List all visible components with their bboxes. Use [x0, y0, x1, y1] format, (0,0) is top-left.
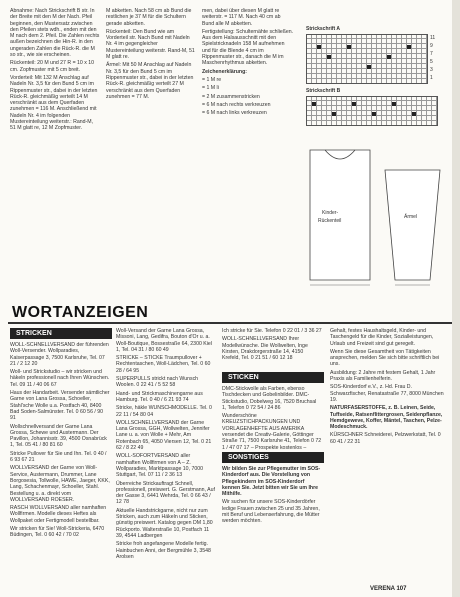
classified-ad: WOLLVERSAND der Garne von Woll-Service, Austermann, Drummer, Lane Borgosesia, Tollwolle, HAWE, Jaeger, KKK, Lang, Schachenmayr, Schoeller, Stahl. Bestellung u. a. direkt vom WOLLVERSAND ROESER.	[10, 465, 110, 503]
chart-cell	[412, 112, 416, 116]
classified-ad: Wir stricken für Sie! Woll-Strickeria, 6470 Büdingen, Tel. 0 60 42 / 70 02	[10, 526, 105, 539]
ads-column-3-bottom	[222, 466, 322, 584]
classified-ad: SUPERPULLS strickt nach Wunsch Woolen. 0 22 41 / 5 52 58	[116, 376, 199, 389]
sleeve-piece-outline	[385, 170, 440, 280]
row-number: 1	[430, 75, 433, 81]
chart-a-row-numbers	[430, 34, 444, 84]
chart-cell	[367, 65, 371, 69]
classified-ad: Wenn Sie diese Gesamtheit von Tätigkeiten ansprechen, melden Sie sich bitte schriftlich bei uns.	[330, 348, 440, 368]
legend-title: Zeichenerklärung:	[202, 68, 247, 75]
classified-ad: Haus der Handarbeit. Versender sämtlicher Garne von Lana Grossa, Schoeller, Stahl'sche Wolle u.a. Postfach 40, 8400 Bad Soden-Salmünster. Tel. 0 60 56 / 90 91	[10, 390, 110, 422]
ads-column-1	[10, 342, 110, 582]
instructions-paragraph: Abnahme: Nach Strickschrift B str. In der Breite mit den M der Nach. Pfeil beginnen, den Mustersatz zwischen den Pfeilen stets wdh., enden mit den M nach dem 2. Pfeil. Die Zahlen rechts außen bezeichnen die Hin-R. in den ungeraden Zahlen die Rück-R. die M so str., wie sie erscheinen.	[10, 8, 100, 59]
row-number: 11	[430, 35, 436, 41]
classified-ad: RASCH WOLLVERSAND aller namhaften Wollfirmen. Modelle dieses Heftes als Wollpaket oder Fertigmodell bestellbar.	[10, 505, 107, 524]
page-edge-strip	[452, 0, 460, 597]
classified-ad: DMC-Stickwolle als Farben, ebenso Tischdecken und Gobelinbilder. DMC-Stickstudio, Dobelweg 16, 7520 Bruchsal 1, Telefon 0 72 54 / 24 86	[222, 386, 317, 411]
ads-column-3-mid	[222, 386, 322, 450]
instructions-paragraph: Vorderteil: Mit 132 M Anschlag auf Nadeln Nr. 3,5 für den Bund 5 cm im Rippenmuster str., dabei in der letzten Rück-R. gleichmäßig verteilt 14 M verschränkt aus dem Querfaden zunehmen = 116 M. Anschließend mit Nadeln Nr. 4 im folgenden Mustereinteilung weiterstr.: Rand-M, 51 M glatt re, 12 M Zopfmuster.	[10, 74, 98, 132]
section-bar-sonstiges: SONSTIGES	[222, 452, 324, 463]
row-number: 5	[430, 59, 433, 65]
classified-ad: WOLL-SOFORTVERSAND aller namhaften Wollfirmen von A – Z. Wollparadies, Marktpassage 10, 7000 Stuttgart, Tel. 07 11 / 2 36 13	[116, 453, 203, 479]
classified-ad: SOS-Kinderdorf e.V., z. Hd. Frau D. Schwarzfischer, Renatastraße 77, 8000 München 19.	[330, 384, 444, 403]
chart-b-label: Strickschrift B	[306, 88, 341, 94]
diagram-label-rueckenteil: Rückenteil	[318, 218, 342, 224]
chart-cell	[392, 102, 396, 106]
instructions-paragraph: Fertigstellung: Schulternähte schließen. Aus dem Halsausschnitt mit den Spielstricknadeln 158 M aufnehmen und für die Blende 4 cm im Rippenmuster str., danach die M im Maschenrhythmus abketten.	[202, 28, 294, 67]
instructions-paragraph: Ärmel: Mit 50 M Anschlag auf Nadeln Nr. 3,5 für den Bund 5 cm im Rippenmuster str., dabei in der letzten Rück-R. gleichmäßig verteilt 27 M verschränkt aus dem Querfaden zunehmen = 77 M.	[106, 62, 194, 100]
instructions-paragraph: Rückenteil: Den Bund wie am Vorderteil str. Nach Bund mit Nadeln Nr. 4 im gegengleicher Mustereinteilung weiterstr. Rand-M, 51 M glatt re.	[106, 28, 195, 61]
legend-item: = 6 M nach rechts verkreuzen	[202, 101, 271, 108]
ads-column-2	[116, 328, 216, 584]
classified-ad: Wir bilden Sie zur Pflegemutter im SOS-Kinderdorf aus. Die Vorstellung von Pflegekindern im SOS-Kinderdorf kennen Sie. Jetzt bitten wir Sie um Ihre Mithilfe.	[222, 466, 321, 498]
instructions-paragraph: Rückenteil: 20 M und 27 R = 10 x 10 cm. Zopfmuster mit 5 cm breit.	[10, 60, 95, 73]
ads-column-4	[330, 328, 444, 582]
classified-ad: Gehalt, festes Haushaltsgeld, Kinder- und Taschengeld für die Kinder, Sozialleistungen, Urlaub und Freizeit sind gut geregelt.	[330, 328, 434, 347]
knitting-chart-a	[306, 34, 428, 84]
classified-ad: Ausbildung: 2 Jahre mit festem Gehalt, 1 Jahr Praxis als Familienhelferin.	[330, 369, 436, 383]
chart-cell	[347, 45, 351, 49]
classified-ad: STRICKE – STICKE Traumpullover + Rechtentaschen, Woll-Lädchen, Tel. 0 60 28 / 64 95	[116, 355, 211, 374]
chart-cell	[332, 112, 336, 116]
chart-cell	[372, 112, 376, 116]
chart-cell	[387, 55, 391, 59]
body-piece-outline	[310, 150, 370, 280]
classified-ad: Wir suchen für unsere SOS-Kinderdörfer ledige Frauen zwischen 25 und 35 Jahren, mit Beruf und Lebenserfahrung, die Mütter werden möchten.	[222, 499, 320, 525]
classified-ad: WOLL-SCHNELLVERSAND der führenden Woll-Versender. Wollparadies, Kaiserpassage 3, 7500 Karlsruhe, Tel. 07 21 / 2 12 20	[10, 342, 109, 367]
classified-ad: WOLLSCHNELLVERSAND der Garne Lana Grossa, GGH, Wollwelten, Jennifer Lane u. a. von Wolle + Mehr, Am Rotenbach 65, 4050 Viersen 12, Tel. 0 21 62 / 8 22 49	[116, 419, 212, 452]
classified-ad: Woll-Versand der Garne Lana Grossa, Missoni, Lang, Gedifra, Bouton d'Or u. a. Woll-Boutique, Bossestraße 64, 2300 Kiel 1, Tel. 04 31 / 80 60 49	[116, 328, 212, 353]
row-number: 9	[430, 43, 433, 49]
classified-ad: Stricke Pullover für Sie und Ihn. Tel. 0 40 / 6 93 67 21	[10, 450, 107, 464]
diagram-label-kinder: Kinder-	[322, 210, 339, 216]
chart-cell	[352, 102, 356, 106]
headline-rule	[8, 322, 452, 324]
classified-ad: NATURFASERSTOFFE, z. B. Leinen, Seide, Tuffseide, Ratsenflittergrosen, Seidenpflanze, Hemdgeweve, Koffer, Mäntel, Taschen, Pelze-Modeschmuck.	[330, 405, 443, 431]
instructions-paragraph: men, dabei über diesen M glatt re weiterstr. = 117 M. Nach 40 cm ab Bund alle M abketten.	[202, 8, 281, 27]
section-headline: WORTANZEIGEN	[12, 304, 149, 321]
diagram-label-aermel: Ärmel	[404, 214, 418, 220]
chart-cell	[312, 102, 316, 106]
classified-ad: Hand- und Strickmaschinengarne aus Hamburg. Tel. 0 40 / 6 21 93 74	[116, 390, 203, 403]
row-number: 7	[430, 51, 433, 57]
classified-ad: Wollschnellversand der Garne Lana Grossa, Schewe und Austermann. Der Pavillon, Johannisstr. 39, 4500 Osnabrück 1, Tel. 05 41 / 80 81 60	[10, 423, 107, 449]
legend-item: = 6 M nach links verkreuzen	[202, 110, 267, 117]
page-footer: VERENA 107	[370, 586, 407, 592]
classified-ad: Überreiche Strickauftragt Schnell, professionell, preiswert. G. Gerstmann, Auf der Gasse 3, 6441 Wehrda, Tel. 0 66 43 / 12 78	[116, 480, 215, 506]
instructions-column-2	[106, 8, 196, 293]
row-number: 3	[430, 67, 433, 73]
legend-item: = 1 M re	[202, 76, 222, 83]
classified-ad: KÜRSCHNER Schneiderei, Pelzwerkstatt, Tel. 0 60 41 / 22 31	[330, 432, 441, 445]
instructions-paragraph: M abketten. Nach 58 cm ab Bund die restlichen je 37 M für die Schultern gerade abketten.	[106, 8, 192, 27]
section-bar-stricken: STRICKEN	[10, 328, 112, 339]
chart-a-label: Strickschrift A	[306, 26, 340, 32]
chart-cell	[407, 45, 411, 49]
instructions-column-3	[202, 8, 294, 293]
classified-ad: Aktuelle Handstrickgarne, nicht nur zum Stricken, auch zum Häkeln und Sticken, günstig preiswert. Katalog gegen DM 1,80 Rückporto. Walterstraße 10, Postfach 11 39, 4544 Ladbergen	[116, 507, 213, 539]
legend-item: = 2 M zusammenstricken	[202, 93, 260, 100]
ads-column-3-top	[222, 328, 322, 370]
classified-ad: Stricke, häkle WUNSCHMODELLE. Tel. 0 22 11 / 54 80 04	[116, 405, 212, 418]
classified-ad: Ich stricke für Sie. Telefon 0 22 01 / 3 36 27	[222, 328, 322, 334]
chart-cell	[317, 45, 321, 49]
classified-ad: Wunderschöne KREUZSTICHPACKUNGEN UND VORLAGENHEFTE AUS AMERIKA versendet die Creativ-Galerie, Göttinger Straße 71, 7500 Karlsruhe 41, Telefon 0 72 1 / 47 07 17 – Prospekte kostenlos –	[222, 413, 322, 450]
classified-ad: Woll- und Strickstudio – wir stricken und häkeln professionell nach Ihren Wünschen. Tel. 09 11 / 40 06 67	[10, 369, 110, 388]
section-bar-sticken: STICKEN	[222, 372, 324, 383]
classified-ad: Stricke froh angefangene Modelle fertig. Hainbuchen Anni, der Bergmühle 3, 3548 Arolsen	[116, 541, 211, 560]
knitting-chart-b	[306, 96, 438, 126]
legend-item: = 1 M li	[202, 85, 219, 92]
classified-ad: WOLL-SCHNELLVERSAND Ihrer Modellwünsche. Die Wollwelten, Inge Kirsten, Drakdorgerstraße 14, 4150 Krefeld, Tel. 0 21 51 / 60 12 18	[222, 336, 308, 362]
chart-cell	[327, 55, 331, 59]
instructions-column-1	[10, 8, 100, 293]
